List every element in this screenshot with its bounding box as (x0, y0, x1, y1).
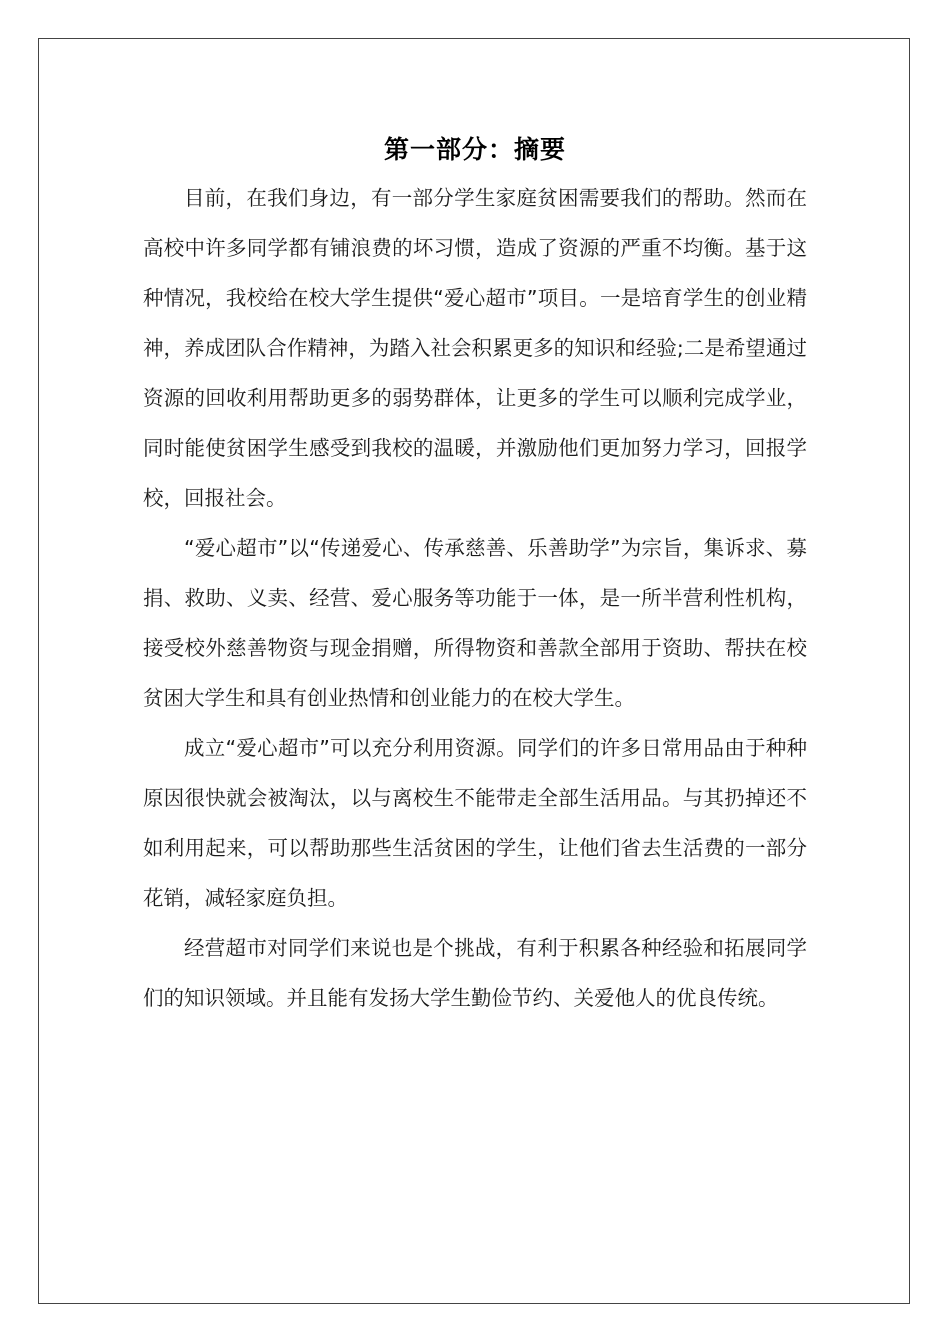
paragraph-3: 成立“爱心超市”可以充分利用资源。同学们的许多日常用品由于种种原因很快就会被淘汰，以与离校生不能带走全部生活用品。与其扔掉还不如利用起来，可以帮助那些生活贫困的学生，让他们省去生活费的一部分花销，减轻家庭负担。 (143, 736, 807, 910)
document-body (143, 130, 807, 1023)
paragraph-4: 经营超市对同学们来说也是个挑战，有利于积累各种经验和拓展同学们的知识领域。并且能有发扬大学生勤俭节约、关爱他人的优良传统。 (143, 936, 807, 1010)
paragraph-1: 目前，在我们身边，有一部分学生家庭贫困需要我们的帮助。然而在高校中许多同学都有铺浪费的坏习惯，造成了资源的严重不均衡。基于这种情况，我校给在校大学生提供“爱心超市”项目。一是培育学生的创业精神，养成团队合作精神，为踏入社会积累更多的知识和经验;二是希望通过资源的回收利用帮助更多的弱势群体，让更多的学生可以顺利完成学业，同时能使贫困学生感受到我校的温暖，并激励他们更加努力学习，回报学校，回报社会。 (143, 186, 807, 510)
section-title: 第一部分：摘要 (383, 135, 566, 164)
paragraph-2: “爱心超市”以“传递爱心、传承慈善、乐善助学”为宗旨，集诉求、募捐、救助、义卖、经营、爱心服务等功能于一体，是一所半营利性机构，接受校外慈善物资与现金捐赠，所得物资和善款全部用于资助、帮扶在校贫困大学生和具有创业热情和创业能力的在校大学生。 (143, 536, 807, 710)
